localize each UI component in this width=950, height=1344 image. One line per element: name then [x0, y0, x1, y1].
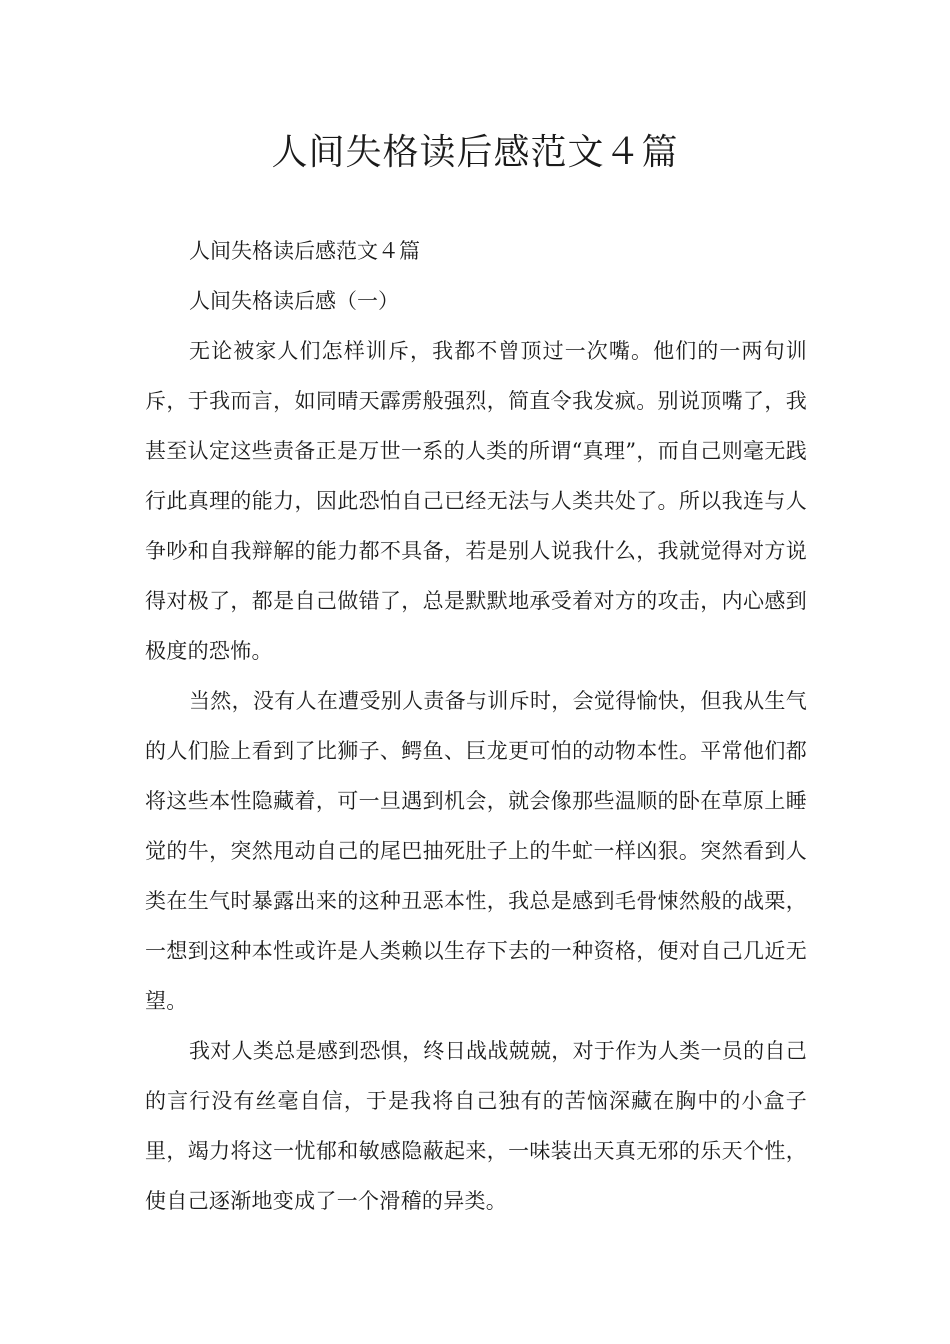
section-heading: 人间失格读后感（一） [189, 289, 399, 313]
paragraph: 当然，没有人在遭受别人责备与训斥时，会觉得愉快，但我从生气的人们脸上看到了比狮子、鳄鱼、巨龙更可怕的动物本性。平常他们都将这些本性隐藏着，可一旦遇到机会，就会像那些温顺的卧在草原上睡觉的牛，突然甩动自己的尾巴抽死肚子上的牛虻一样凶狠。突然看到人类在生气时暴露出来的这种丑恶本性，我总是感到毛骨悚然般的战栗，一想到这种本性或许是人类赖以生存下去的一种资格，便对自己几近无望。 [145, 689, 807, 1013]
document-body [145, 226, 807, 1226]
document-subtitle: 人间失格读后感范文４篇 [189, 239, 420, 263]
document-title: 人间失格读后感范文４篇 [271, 132, 679, 173]
paragraph: 我对人类总是感到恐惧，终日战战兢兢，对于作为人类一员的自己的言行没有丝毫自信，于是我将自己独有的苦恼深藏在胸中的小盒子里，竭力将这一忧郁和敏感隐蔽起来，一味装出天真无邪的乐天个性，使自己逐渐地变成了一个滑稽的异类。 [145, 1039, 807, 1213]
paragraph: 无论被家人们怎样训斥，我都不曾顶过一次嘴。他们的一两句训斥，于我而言，如同晴天霹雳般强烈，简直令我发疯。别说顶嘴了，我甚至认定这些责备正是万世一系的人类的所谓“真理”，而自己则毫无践行此真理的能力，因此恐怕自己已经无法与人类共处了。所以我连与人争吵和自我辩解的能力都不具备，若是别人说我什么，我就觉得对方说得对极了，都是自己做错了，总是默默地承受着对方的攻击，内心感到极度的恐怖。 [145, 339, 807, 663]
